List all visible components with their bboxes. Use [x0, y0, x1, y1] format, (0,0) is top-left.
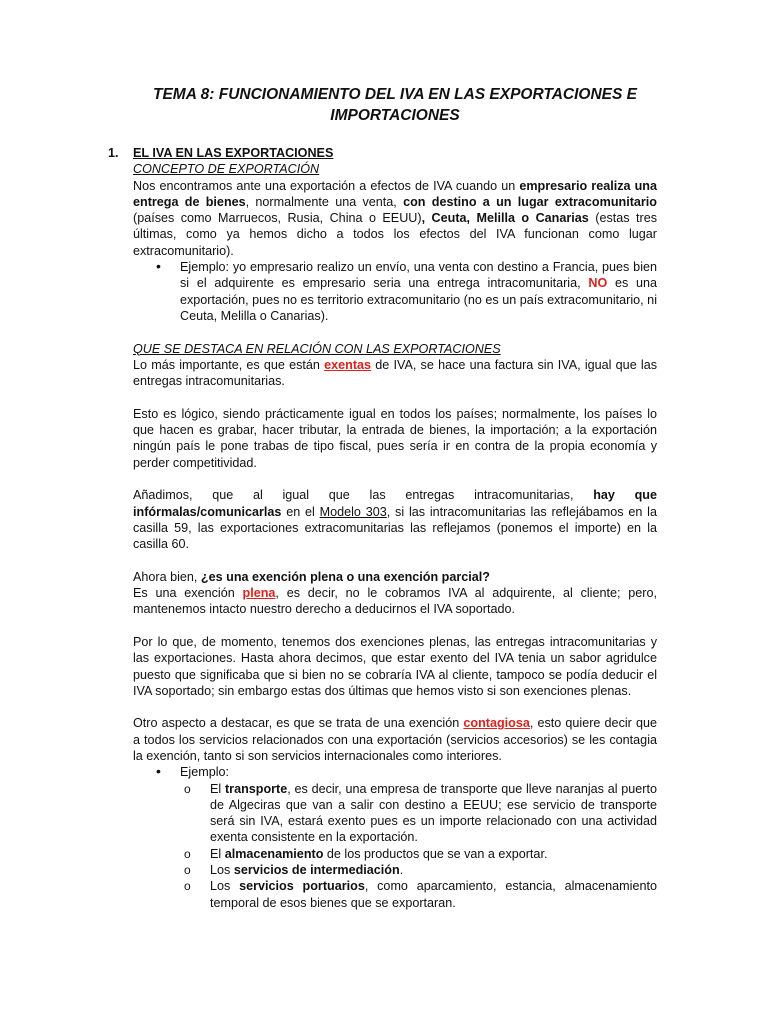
- text-run: Los: [210, 863, 234, 878]
- bullet-list-example-2: [133, 764, 657, 911]
- sub-list-item: [210, 862, 657, 878]
- example-label: Ejemplo:: [180, 765, 229, 780]
- text-run: es una exportación, pues no es territorio extracomunitario (no es un país extracomunitario, ni Ceuta, Melilla o Canarias).: [180, 276, 657, 323]
- paragraph-exenciones-plenas: Por lo que, de momento, tenemos dos exenciones plenas, las entregas intracomunitarias y las exportaciones. Hasta ahora decimos, que estar exento del IVA tenia un sabor agridulce puesto que significaba que si bien no se cobraría IVA al cliente, tampoco se podía deducir el IVA soportado; sin embargo estas dos últimas que hemos visto si son exenciones plenas.: [133, 634, 657, 698]
- text-run: , es decir, una empresa de transporte que lleve naranjas al puerto de Algeciras que van a salir con destino a EEUU; ese servicio de transporte será sin IVA, estará exento pues es un importe relacionado con una actividad exenta consistente en la exportación.: [210, 781, 657, 845]
- text-run: , como aparcamiento, estancia, almacenamiento temporal de esos bienes que se exportaran.: [210, 879, 657, 910]
- text-run: de los productos que se van a exportar.: [323, 846, 548, 861]
- text-run: (estas tres últimas, como ya hemos dicho a todos los efectos del IVA funcionan como lugar extracomunitario).: [133, 211, 657, 258]
- list-item: [180, 259, 657, 324]
- text-run: El: [210, 846, 225, 861]
- sub-list-item: [210, 781, 657, 846]
- paragraph-plena: [133, 585, 657, 618]
- paragraph-contagiosa: [133, 715, 657, 764]
- text-run: , esto quiere decir que a todos los servicios relacionados con una exportación (servicios accesorios) se les contagia la exención, tanto si son servicios internacionales como interiores.: [133, 716, 657, 763]
- bold-run: con destino a un lugar extracomunitario: [403, 194, 657, 209]
- paragraph-concepto: [133, 178, 657, 259]
- bold-run: ¿es una exención plena o una exención parcial?: [200, 569, 490, 584]
- text-run: Otro aspecto a destacar, es que se trata de una exención: [133, 716, 464, 731]
- highlight-contagiosa: contagiosa: [463, 716, 530, 731]
- text-run: Los: [210, 879, 240, 894]
- bold-run: empresario realiza una entrega de bienes: [133, 178, 657, 209]
- text-run: El: [210, 781, 225, 796]
- modelo-303-ref: Modelo 303: [319, 504, 387, 519]
- sub-list-item: [210, 846, 657, 862]
- bold-run: servicios portuarios: [239, 879, 365, 894]
- text-run: Ejemplo: yo empresario realizo un envío, una venta con destino a Francia, pues bien si el adquirente es empresario seria una entrega intracomunitaria,: [180, 260, 657, 291]
- highlight-plena: plena: [242, 586, 276, 601]
- text-run: , normalmente una venta,: [245, 194, 404, 209]
- text-run: , si las intracomunitarias las reflejábamos en la casilla 59, las exportaciones extracomunitarias las reflejamos (ponemos el importe) en la casilla 60.: [133, 504, 657, 552]
- highlight-no: NO: [588, 276, 608, 291]
- paragraph-logico: Esto es lógico, siendo prácticamente igual en todos los países; normalmente, los países lo que hacen es grabar, hacer tributar, la entrada de bienes, la importación; a la exportación ningún país le pone trabas de tipo fiscal, pues sería ir en contra de la propia economía y perder competitividad.: [133, 406, 657, 470]
- text-run: en el: [281, 504, 320, 519]
- bold-run: , Ceuta, Melilla o Canarias: [421, 211, 589, 226]
- text-run: Nos encontramos ante una exportación a efectos de IVA cuando un: [133, 178, 520, 193]
- list-item: [180, 764, 657, 911]
- paragraph-exentas: [133, 357, 657, 390]
- bold-run: transporte: [224, 781, 288, 796]
- document-page: [108, 84, 657, 911]
- sub-list-item: [210, 878, 657, 911]
- text-run: .: [399, 863, 404, 878]
- text-run: Es una exención: [133, 586, 243, 601]
- text-run: de IVA, se hace una factura sin IVA, igual que las entregas intracomunitarias.: [133, 357, 657, 389]
- subheading-concepto: CONCEPTO DE EXPORTACIÓN: [133, 162, 320, 177]
- paragraph-modelo-303: [133, 487, 657, 552]
- section-number: 1.: [108, 146, 119, 160]
- text-run: Lo más importante, es que están: [133, 357, 325, 372]
- section-heading-text: EL IVA EN LAS EXPORTACIONES: [133, 146, 334, 160]
- bold-run: almacenamiento: [224, 846, 324, 861]
- highlight-exentas: exentas: [324, 357, 372, 372]
- text-run: , es decir, no le cobramos IVA al adquirente, al cliente; pero, mantenemos intacto nuestro derecho a deducirnos el IVA soportado.: [133, 586, 657, 617]
- text-run: (países como Marruecos, Rusia, China o EEUU): [133, 211, 422, 226]
- sub-list: [180, 781, 657, 911]
- text-run: Ahora bien,: [133, 569, 201, 584]
- bold-run: hay que infórmalas/comunicarlas: [133, 488, 657, 519]
- paragraph-pregunta: [133, 569, 657, 585]
- section-heading: [108, 145, 657, 161]
- bullet-list-example-1: [133, 259, 657, 324]
- subheading-destaca: QUE SE DESTACA EN RELACIÓN CON LAS EXPORTACIONES: [133, 341, 501, 356]
- text-run: Añadimos, que al igual que las entregas intracomunitarias,: [133, 488, 594, 503]
- bold-run: servicios de intermediación: [233, 863, 400, 878]
- document-title: TEMA 8: FUNCIONAMIENTO DEL IVA EN LAS EXPORTACIONES E IMPORTACIONES: [153, 86, 637, 124]
